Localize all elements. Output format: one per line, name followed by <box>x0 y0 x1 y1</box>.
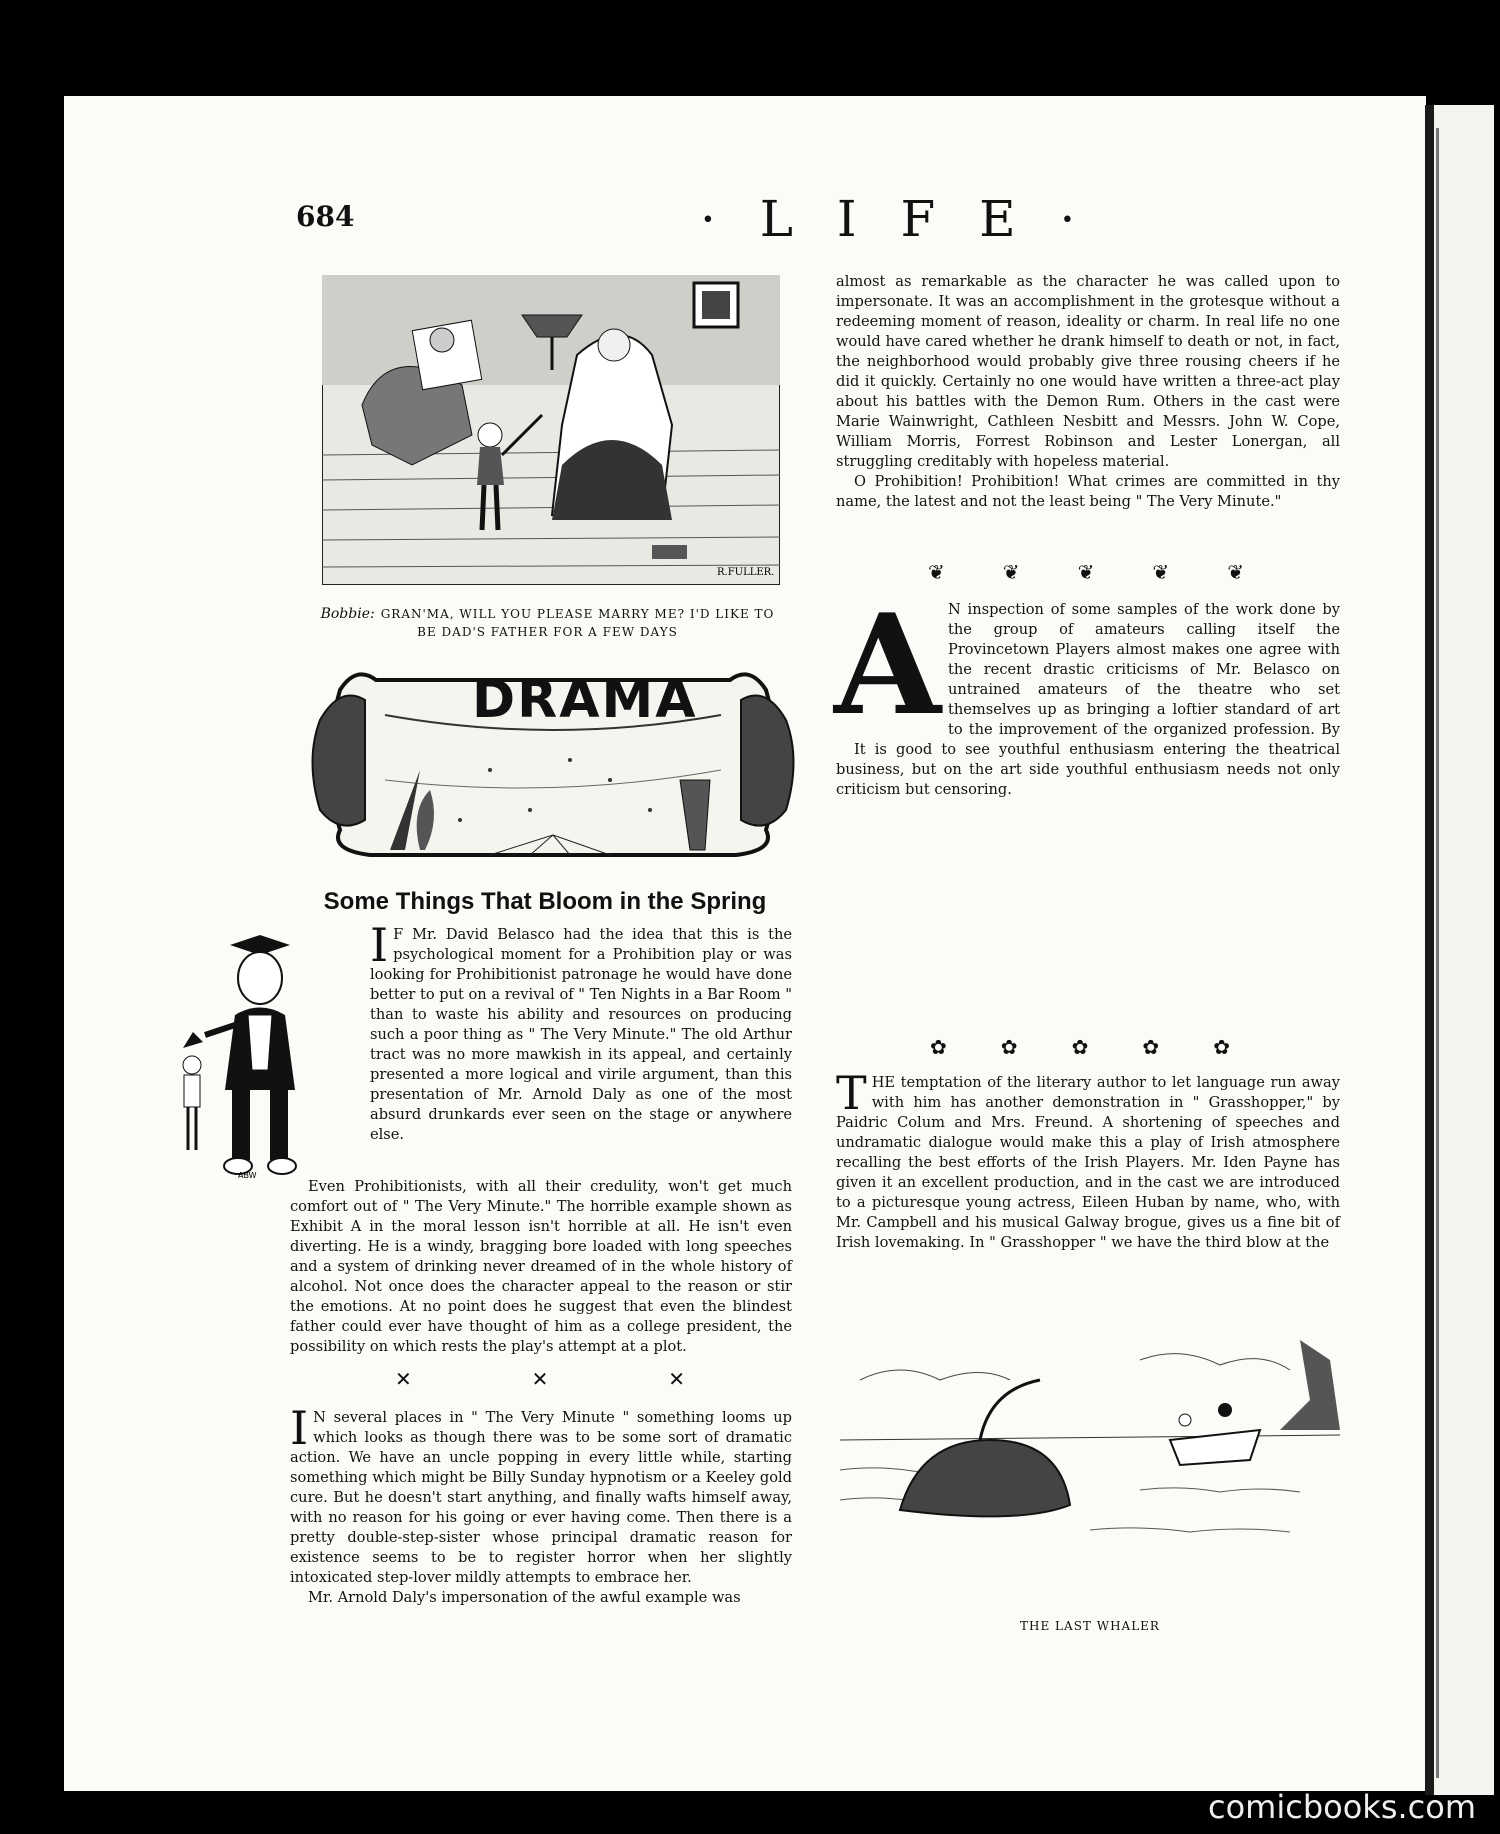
facing-page-margin-line <box>1436 128 1439 1778</box>
mask-ornament-icon: ❦ <box>1152 560 1170 584</box>
drama-banner-word: DRAMA <box>472 670 698 730</box>
paragraph-inset: N inspection of some samples of the work done by the group of amateurs calling itself the Provincetown Players almost makes one agree with the recent drastic criticisms of Mr. Belasco on untrained amateurs of the theatre who set themselves up as bringing a loftier standard of art to the improvement of the organized profession. By <box>948 601 1340 738</box>
right-column-text-mid <box>836 740 1340 800</box>
paragraph: O Prohibition! Prohibition! What crimes are committed in thy name, the latest and not the least being " The Very Minute." <box>836 473 1340 510</box>
whaler-caption: THE LAST WHALER <box>1020 1619 1160 1633</box>
ornament-row-left <box>395 1367 685 1391</box>
cartoon-caption <box>310 605 785 641</box>
watermark: comicbooks.com <box>1207 1788 1476 1826</box>
paragraph: almost as remarkable as the character he was called upon to impersonate. It was an accomplishment in the grotesque without a redeeming moment of reason, ideality or charm. In real life no one would have cared whether he drank himself to death or not, in fact, the neighborhood would probably give three rousing cheers if he did it quickly. Certainly no one would have written a three-act play about his battles with the Demon Rum. Others in the cast were Marie Wainwright, Cathleen Nesbitt and Messrs. John W. Cope, William Morris, Forrest Robinson and Lester Lonergan, all struggling creditably with hopeless material. <box>836 273 1340 470</box>
mask-ornament-icon: ❦ <box>1077 560 1095 584</box>
ornament-row-right-2 <box>930 1035 1230 1059</box>
living-room-cartoon <box>322 275 780 585</box>
left-column-text-lower <box>290 1401 792 1608</box>
last-whaler-cartoon <box>840 1320 1340 1570</box>
caption-text: GRAN'MA, WILL YOU PLEASE MARRY ME? I'D LIKE TO BE DAD'S FATHER FOR A FEW DAYS <box>380 607 775 639</box>
right-column-text-lower <box>836 1066 1340 1253</box>
flower-ornament-icon: ✿ <box>1142 1035 1160 1059</box>
paragraph: It is good to see youthful enthusiasm entering the theatrical business, but on the art side youthful enthusiasm needs not only criticism but censoring. <box>836 741 1340 798</box>
caption-speaker: Bobbie: <box>320 606 375 622</box>
left-column-text-mid <box>290 1177 792 1357</box>
cartoon-signature: R.FULLER. <box>717 567 775 578</box>
mask-ornament-icon: ❦ <box>1002 560 1020 584</box>
crossed-swords-ornament-icon: ✕ <box>531 1367 549 1391</box>
paragraph: Mr. Arnold Daly's impersonation of the awful example was <box>308 1589 741 1606</box>
crossed-swords-ornament-icon: ✕ <box>395 1367 412 1391</box>
paragraph: Even Prohibitionists, with all their credulity, won't get much comfort out of " The Very Minute." The horrible example shown as Exhibit A in the moral lesson isn't horrible at all. He isn't even diverting. He is a windy, bragging bore loaded with long speeches and a system of drinking never dreamed of in the whole history of alcohol. Not once does the character appeal to the reason or stir the emotions. At no point does he suggest that even the blindest father could ever have thought of him as a college president, the possibility on which rests the play's attempt at a plot. <box>290 1178 792 1355</box>
article-heading: Some Things That Bloom in the Spring <box>323 888 767 915</box>
paragraph: IF Mr. David Belasco had the idea that this is the psychological moment for a Prohibition play or was looking for Prohibitionist patronage he would have done better to put on a revival of " Ten Nights in a Bar Room " than to waste his ability and resources on producing such a poor thing as " The Very Minute." The old Arthur tract was no more mawkish in its appeal, and certainly presented a more logical and virile argument, than this presentation of Mr. Arnold Daly as one of the most absurd drunkards ever seen on the stage or anywhere else. <box>370 918 792 1143</box>
decorative-initial-a: A <box>834 583 942 746</box>
right-column-text-upper <box>836 272 1340 512</box>
flower-ornament-icon: ✿ <box>1000 1035 1018 1059</box>
graduate-signature: ABW <box>238 1171 257 1180</box>
mask-ornament-icon: ❦ <box>1227 560 1244 584</box>
right-column-text-inset <box>948 600 1340 740</box>
paragraph: IN several places in " The Very Minute " something looms up which looks as though there was to be some sort of dramatic action. We have an uncle popping in every little while, starting something which might be Billy Sunday hypnotism or a Keeley gold cure. But he doesn't start anything, and finally wafts himself away, with no reason for his going or ever having come. Then there is a pretty double-step-sister whose principal dramatic reason for existence seems to be to register horror when her slightly intoxicated step-lover mildly attempts to embrace her. <box>290 1401 792 1586</box>
graduate-illustration <box>180 930 360 1180</box>
mask-ornament-icon: ❦ <box>928 560 945 584</box>
paragraph: THE temptation of the literary author to let language run away with him has another demonstration in " Grasshopper," by Paidric Colum and Mrs. Freund. A shortening of speeches and undramatic dialogue would make this a play of Irish atmosphere recalling the best efforts of the Irish Players. Mr. Iden Payne has given it an excellent production, and in the cast we are introduced to a picturesque young actress, Eileen Huban by name, who, with Mr. Campbell and his musical Galway brogue, gives us a fine bit of Irish lovemaking. In " Grasshopper " we have the third blow at the <box>836 1066 1340 1251</box>
facing-page-edge <box>1434 105 1494 1795</box>
flower-ornament-icon: ✿ <box>930 1035 947 1059</box>
ornament-row-right-1 <box>928 560 1244 584</box>
flower-ornament-icon: ✿ <box>1213 1035 1230 1059</box>
magazine-title: · L I F E · <box>700 190 1090 248</box>
left-column-text-upper <box>370 918 792 1145</box>
crossed-swords-ornament-icon: ✕ <box>668 1367 685 1391</box>
flower-ornament-icon: ✿ <box>1071 1035 1089 1059</box>
page-number: 684 <box>296 200 355 233</box>
